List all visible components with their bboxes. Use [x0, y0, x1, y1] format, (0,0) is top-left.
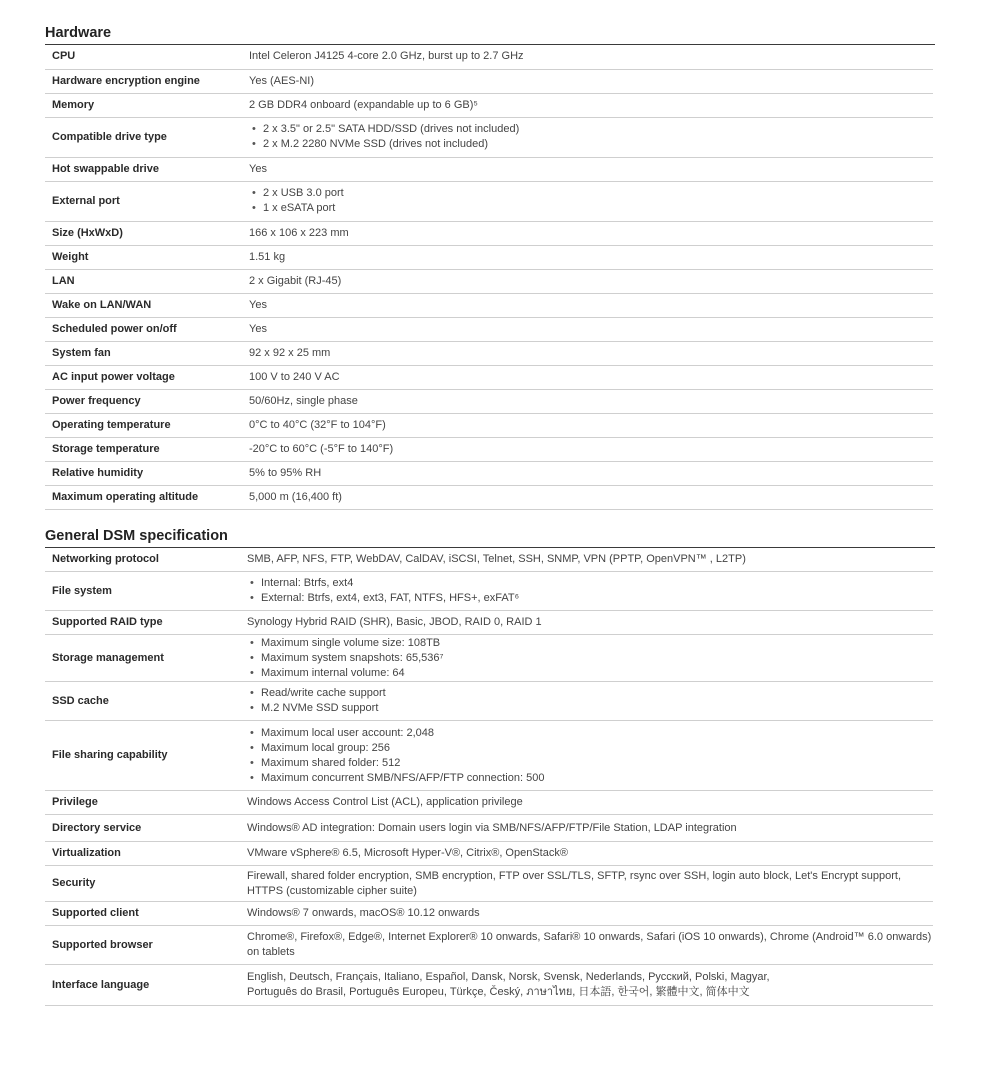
dsm-row-value: Windows® 7 onwards, macOS® 10.12 onwards	[247, 902, 933, 926]
dsm-section-title: General DSM specification	[45, 527, 935, 548]
hardware-bullet-item: • 2 x M.2 2280 NVMe SSD (drives not included)	[249, 137, 933, 152]
hardware-row-value: 92 x 92 x 25 mm	[249, 341, 933, 365]
dsm-row-label: Supported client	[45, 902, 247, 926]
dsm-row	[45, 791, 933, 815]
hardware-row-label: LAN	[45, 269, 249, 293]
hardware-row-label: System fan	[45, 341, 249, 365]
dsm-row	[45, 842, 933, 866]
dsm-bullet-item: • Internal: Btrfs, ext4	[247, 576, 933, 591]
dsm-row-label: Virtualization	[45, 842, 247, 866]
dsm-row-label: SSD cache	[45, 682, 247, 721]
dsm-row-value: Windows Access Control List (ACL), application privilege	[247, 791, 933, 815]
hardware-row	[45, 437, 933, 461]
hardware-row-value: Intel Celeron J4125 4-core 2.0 GHz, burst up to 2.7 GHz	[249, 45, 933, 69]
hardware-row	[45, 157, 933, 181]
dsm-row-label: Networking protocol	[45, 548, 247, 572]
hardware-row-label: Weight	[45, 245, 249, 269]
hardware-row-value	[249, 117, 933, 157]
dsm-value-line: English, Deutsch, Français, Italiano, Español, Dansk, Norsk, Svensk, Nederlands, Русский, Polski, Magyar,	[247, 971, 770, 983]
hardware-row-label: Operating temperature	[45, 413, 249, 437]
hardware-row	[45, 389, 933, 413]
dsm-bullet-list	[247, 576, 933, 606]
dsm-bullet-item: • Read/write cache support	[247, 686, 933, 701]
hardware-row	[45, 341, 933, 365]
hardware-row-label: AC input power voltage	[45, 365, 249, 389]
dsm-row-value: Chrome®, Firefox®, Edge®, Internet Explorer® 10 onwards, Safari® 10 onwards, Safari (iOS 10 onwards), Chrome (Android™ 6.0 onwards) on tablets	[247, 926, 933, 965]
dsm-row	[45, 815, 933, 842]
dsm-row	[45, 926, 933, 965]
hardware-section-title: Hardware	[45, 24, 935, 45]
hardware-row	[45, 485, 933, 509]
hardware-row-value: -20°C to 60°C (-5°F to 140°F)	[249, 437, 933, 461]
hardware-row-label: Relative humidity	[45, 461, 249, 485]
hardware-row-label: Scheduled power on/off	[45, 317, 249, 341]
dsm-row-value: Synology Hybrid RAID (SHR), Basic, JBOD, RAID 0, RAID 1	[247, 611, 933, 635]
hardware-bullet-item: • 1 x eSATA port	[249, 201, 933, 216]
hardware-row	[45, 269, 933, 293]
dsm-bullet-list	[247, 636, 933, 681]
hardware-row-value: Yes (AES-NI)	[249, 69, 933, 93]
dsm-row-label: Storage management	[45, 635, 247, 682]
dsm-row-value: Firewall, shared folder encryption, SMB encryption, FTP over SSL/TLS, SFTP, rsync over SSH, login auto block, Let's Encrypt support, HTTPS (customizable cipher suite)	[247, 866, 933, 902]
hardware-row-value: 5,000 m (16,400 ft)	[249, 485, 933, 509]
dsm-spec-table	[45, 548, 933, 1007]
hardware-row-label: External port	[45, 181, 249, 221]
dsm-bullet-list	[247, 686, 933, 716]
hardware-row	[45, 45, 933, 69]
dsm-bullet-item: • Maximum concurrent SMB/NFS/AFP/FTP connection: 500	[247, 771, 933, 786]
dsm-row	[45, 965, 933, 1006]
dsm-row-value	[247, 572, 933, 611]
dsm-bullet-list	[247, 726, 933, 786]
hardware-row-value: 166 x 106 x 223 mm	[249, 221, 933, 245]
hardware-row	[45, 245, 933, 269]
hardware-row-label: Storage temperature	[45, 437, 249, 461]
dsm-row	[45, 611, 933, 635]
hardware-bullet-list	[249, 122, 933, 152]
dsm-row-label: Interface language	[45, 965, 247, 1006]
dsm-row	[45, 548, 933, 572]
hardware-row	[45, 181, 933, 221]
hardware-row-label: Hot swappable drive	[45, 157, 249, 181]
dsm-bullet-item: • M.2 NVMe SSD support	[247, 701, 933, 716]
hardware-row-value: Yes	[249, 293, 933, 317]
hardware-row	[45, 293, 933, 317]
hardware-row	[45, 365, 933, 389]
hardware-row	[45, 317, 933, 341]
dsm-row	[45, 572, 933, 611]
dsm-row-value: SMB, AFP, NFS, FTP, WebDAV, CalDAV, iSCSI, Telnet, SSH, SNMP, VPN (PPTP, OpenVPN™ , L2TP)	[247, 548, 933, 572]
hardware-bullet-item: • 2 x 3.5" or 2.5" SATA HDD/SSD (drives not included)	[249, 122, 933, 137]
hardware-row-label: Size (HxWxD)	[45, 221, 249, 245]
hardware-row-value: Yes	[249, 317, 933, 341]
dsm-bullet-item: • Maximum internal volume: 64	[247, 666, 933, 681]
hardware-row-value: 2 x Gigabit (RJ-45)	[249, 269, 933, 293]
dsm-row	[45, 635, 933, 682]
dsm-row-value	[247, 721, 933, 791]
dsm-row-label: File system	[45, 572, 247, 611]
hardware-row-label: Power frequency	[45, 389, 249, 413]
dsm-row-label: Supported RAID type	[45, 611, 247, 635]
hardware-row-label: Maximum operating altitude	[45, 485, 249, 509]
dsm-row-label: File sharing capability	[45, 721, 247, 791]
hardware-row	[45, 461, 933, 485]
hardware-bullet-item: • 2 x USB 3.0 port	[249, 186, 933, 201]
dsm-bullet-item: • Maximum local group: 256	[247, 741, 933, 756]
dsm-row-value: VMware vSphere® 6.5, Microsoft Hyper-V®, Citrix®, OpenStack®	[247, 842, 933, 866]
hardware-row-value: 1.51 kg	[249, 245, 933, 269]
dsm-row	[45, 682, 933, 721]
dsm-bullet-item: • External: Btrfs, ext4, ext3, FAT, NTFS, HFS+, exFAT⁶	[247, 591, 933, 606]
hardware-row	[45, 117, 933, 157]
hardware-row-value: 2 GB DDR4 onboard (expandable up to 6 GB)⁵	[249, 93, 933, 117]
dsm-row-label: Supported browser	[45, 926, 247, 965]
dsm-row-label: Privilege	[45, 791, 247, 815]
hardware-row-value: 50/60Hz, single phase	[249, 389, 933, 413]
dsm-row	[45, 721, 933, 791]
dsm-value-line: Português do Brasil, Português Europeu, Türkçe, Český, ภาษาไทย, 日本語, 한국어, 繁體中文, 简体中文	[247, 986, 750, 998]
hardware-row	[45, 413, 933, 437]
dsm-row-label: Security	[45, 866, 247, 902]
dsm-row-value	[247, 635, 933, 682]
hardware-bullet-list	[249, 186, 933, 216]
dsm-row-value	[247, 965, 933, 1006]
hardware-row	[45, 93, 933, 117]
hardware-row-value: 5% to 95% RH	[249, 461, 933, 485]
hardware-row	[45, 221, 933, 245]
hardware-row	[45, 69, 933, 93]
dsm-bullet-item: • Maximum single volume size: 108TB	[247, 636, 933, 651]
dsm-row-value	[247, 682, 933, 721]
dsm-row-label: Directory service	[45, 815, 247, 842]
dsm-bullet-item: • Maximum system snapshots: 65,536⁷	[247, 651, 933, 666]
spec-page	[0, 24, 935, 1006]
hardware-row-label: Memory	[45, 93, 249, 117]
hardware-row-value	[249, 181, 933, 221]
hardware-row-label: Hardware encryption engine	[45, 69, 249, 93]
dsm-bullet-item: • Maximum local user account: 2,048	[247, 726, 933, 741]
hardware-row-label: CPU	[45, 45, 249, 69]
dsm-row-value: Windows® AD integration: Domain users login via SMB/NFS/AFP/FTP/File Station, LDAP integration	[247, 815, 933, 842]
hardware-row-value: 0°C to 40°C (32°F to 104°F)	[249, 413, 933, 437]
hardware-spec-table	[45, 45, 933, 510]
dsm-row	[45, 866, 933, 902]
hardware-row-label: Wake on LAN/WAN	[45, 293, 249, 317]
hardware-row-value: 100 V to 240 V AC	[249, 365, 933, 389]
dsm-row	[45, 902, 933, 926]
dsm-bullet-item: • Maximum shared folder: 512	[247, 756, 933, 771]
hardware-row-label: Compatible drive type	[45, 117, 249, 157]
hardware-row-value: Yes	[249, 157, 933, 181]
